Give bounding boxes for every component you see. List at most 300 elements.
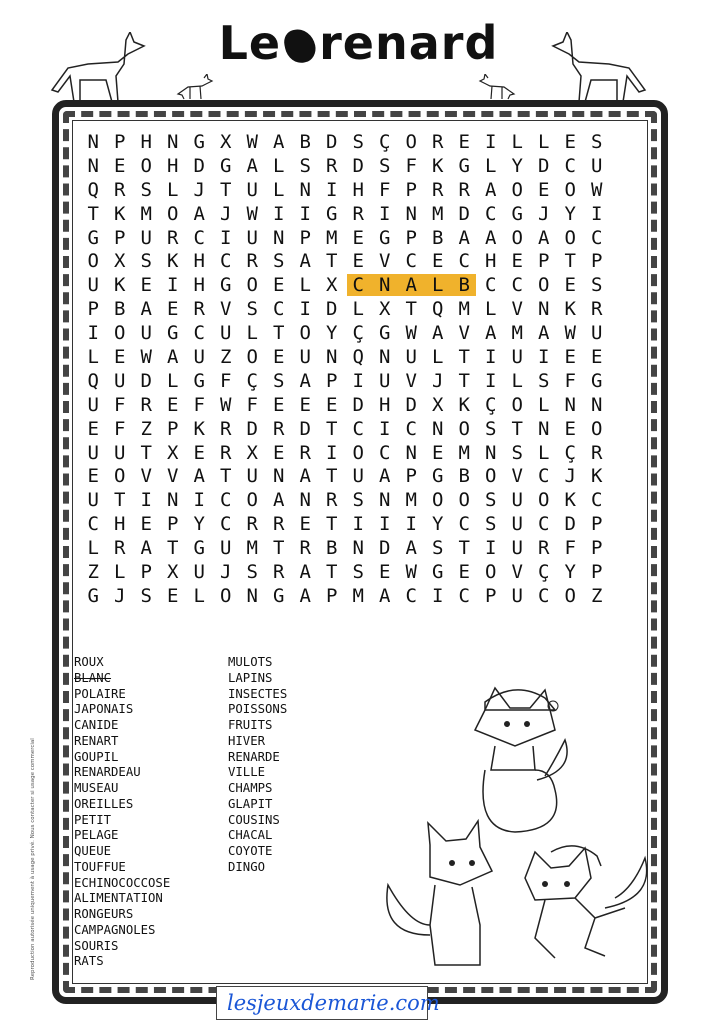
grid-cell[interactable]: N [405,202,417,225]
grid-cell[interactable]: N [87,130,99,153]
grid-cell[interactable]: S [352,489,364,512]
grid-cell[interactable]: U [511,584,523,607]
grid-cell[interactable]: C [485,274,497,297]
grid-cell[interactable]: Q [87,369,99,392]
grid-cell[interactable]: U [246,226,258,249]
grid-cell[interactable]: A [299,250,311,273]
grid-cell[interactable]: K [564,489,576,512]
grid-cell[interactable]: X [167,560,179,583]
grid-cell[interactable]: R [220,417,232,440]
grid-cell[interactable]: O [405,130,417,153]
grid-cell[interactable]: V [511,560,523,583]
grid-cell[interactable]: T [326,560,338,583]
grid-cell[interactable]: L [273,154,285,177]
grid-cell[interactable]: G [326,202,338,225]
grid-cell[interactable]: A [432,322,444,345]
grid-cell[interactable]: O [299,322,311,345]
grid-cell[interactable]: A [538,322,550,345]
grid-cell[interactable]: S [485,417,497,440]
grid-cell[interactable]: W [246,130,258,153]
grid-cell[interactable]: S [591,130,603,153]
grid-cell[interactable]: D [193,154,205,177]
grid-cell[interactable]: I [485,369,497,392]
grid-cell[interactable]: U [220,322,232,345]
grid-cell[interactable]: P [114,226,126,249]
grid-cell[interactable]: M [140,202,152,225]
grid-cell[interactable]: C [538,465,550,488]
grid-cell[interactable]: I [273,202,285,225]
grid-cell[interactable]: K [432,154,444,177]
grid-cell[interactable]: A [405,274,417,297]
grid-cell[interactable]: O [485,560,497,583]
grid-cell[interactable]: L [432,345,444,368]
grid-cell[interactable]: Ç [564,441,576,464]
grid-cell[interactable]: S [140,250,152,273]
grid-cell[interactable]: D [140,369,152,392]
grid-cell[interactable]: J [220,560,232,583]
grid-cell[interactable]: U [299,345,311,368]
grid-cell[interactable]: C [352,274,364,297]
grid-cell[interactable]: P [405,226,417,249]
grid-cell[interactable]: G [432,560,444,583]
grid-cell[interactable]: S [485,489,497,512]
grid-cell[interactable]: E [564,130,576,153]
grid-cell[interactable]: A [273,489,285,512]
grid-cell[interactable]: H [167,154,179,177]
grid-cell[interactable]: P [299,226,311,249]
grid-cell[interactable]: Z [591,584,603,607]
grid-cell[interactable]: R [299,441,311,464]
grid-cell[interactable]: A [299,369,311,392]
grid-cell[interactable]: M [458,298,470,321]
grid-cell[interactable]: I [591,202,603,225]
grid-cell[interactable]: A [273,130,285,153]
grid-cell[interactable]: G [220,274,232,297]
grid-cell[interactable]: S [485,513,497,536]
grid-cell[interactable]: G [379,226,391,249]
grid-cell[interactable]: P [405,465,417,488]
grid-cell[interactable]: Y [564,560,576,583]
grid-cell[interactable]: T [326,465,338,488]
grid-cell[interactable]: J [432,369,444,392]
grid-cell[interactable]: H [193,250,205,273]
grid-cell[interactable]: E [87,417,99,440]
grid-cell[interactable]: T [273,537,285,560]
grid-cell[interactable]: T [326,513,338,536]
grid-cell[interactable]: U [114,369,126,392]
grid-cell[interactable]: M [405,489,417,512]
grid-cell[interactable]: R [591,298,603,321]
grid-cell[interactable]: R [167,226,179,249]
grid-cell[interactable]: I [140,489,152,512]
grid-cell[interactable]: S [591,274,603,297]
grid-cell[interactable]: F [379,178,391,201]
grid-cell[interactable]: V [405,369,417,392]
grid-cell[interactable]: O [458,417,470,440]
grid-cell[interactable]: N [591,393,603,416]
grid-cell[interactable]: T [167,537,179,560]
grid-cell[interactable]: D [379,537,391,560]
grid-cell[interactable]: L [538,393,550,416]
grid-cell[interactable]: D [352,393,364,416]
grid-cell[interactable]: G [193,537,205,560]
grid-cell[interactable]: E [432,250,444,273]
grid-cell[interactable]: I [538,345,550,368]
grid-cell[interactable]: E [591,345,603,368]
grid-cell[interactable]: X [326,274,338,297]
grid-cell[interactable]: T [87,202,99,225]
grid-cell[interactable]: N [485,441,497,464]
grid-cell[interactable]: U [591,322,603,345]
grid-cell[interactable]: V [167,465,179,488]
grid-cell[interactable]: E [114,345,126,368]
grid-cell[interactable]: F [220,369,232,392]
grid-cell[interactable]: L [511,369,523,392]
grid-cell[interactable]: P [405,178,417,201]
grid-cell[interactable]: P [538,250,550,273]
grid-cell[interactable]: C [458,250,470,273]
grid-cell[interactable]: D [405,393,417,416]
grid-cell[interactable]: U [511,537,523,560]
grid-cell[interactable]: O [220,584,232,607]
grid-cell[interactable]: L [538,441,550,464]
grid-cell[interactable]: C [220,489,232,512]
grid-cell[interactable]: R [432,130,444,153]
grid-cell[interactable]: L [167,369,179,392]
grid-cell[interactable]: C [379,441,391,464]
grid-cell[interactable]: P [326,369,338,392]
grid-cell[interactable]: R [193,298,205,321]
grid-cell[interactable]: H [379,393,391,416]
grid-cell[interactable]: A [299,584,311,607]
grid-cell[interactable]: R [352,202,364,225]
grid-cell[interactable]: F [193,393,205,416]
grid-cell[interactable]: O [511,393,523,416]
grid-cell[interactable]: R [114,178,126,201]
grid-cell[interactable]: U [246,178,258,201]
grid-cell[interactable]: B [458,465,470,488]
grid-cell[interactable]: T [326,250,338,273]
grid-cell[interactable]: O [352,441,364,464]
grid-cell[interactable]: N [379,274,391,297]
grid-cell[interactable]: E [432,441,444,464]
grid-cell[interactable]: N [167,130,179,153]
grid-cell[interactable]: N [299,178,311,201]
grid-cell[interactable]: W [591,178,603,201]
grid-cell[interactable]: U [193,560,205,583]
grid-cell[interactable]: B [114,298,126,321]
grid-cell[interactable]: A [193,202,205,225]
grid-cell[interactable]: G [193,369,205,392]
grid-cell[interactable]: R [140,393,152,416]
grid-cell[interactable]: E [326,393,338,416]
grid-cell[interactable]: V [379,250,391,273]
grid-cell[interactable]: M [511,322,523,345]
grid-cell[interactable]: Ç [379,130,391,153]
grid-cell[interactable]: T [458,537,470,560]
grid-cell[interactable]: O [538,489,550,512]
grid-cell[interactable]: M [432,202,444,225]
grid-cell[interactable]: O [432,489,444,512]
grid-cell[interactable]: F [114,393,126,416]
grid-cell[interactable]: I [405,513,417,536]
grid-cell[interactable]: O [87,250,99,273]
grid-cell[interactable]: K [114,202,126,225]
grid-cell[interactable]: C [458,513,470,536]
grid-cell[interactable]: C [220,250,232,273]
grid-cell[interactable]: O [564,178,576,201]
grid-cell[interactable]: U [114,441,126,464]
grid-cell[interactable]: E [114,154,126,177]
site-logo[interactable] [216,986,440,1020]
grid-cell[interactable]: Y [511,154,523,177]
grid-cell[interactable]: N [246,584,258,607]
grid-cell[interactable]: M [326,226,338,249]
grid-cell[interactable]: E [511,250,523,273]
grid-cell[interactable]: R [326,154,338,177]
grid-cell[interactable]: E [458,130,470,153]
grid-cell[interactable]: E [299,393,311,416]
grid-cell[interactable]: Q [352,345,364,368]
grid-cell[interactable]: C [538,584,550,607]
grid-cell[interactable]: C [458,584,470,607]
grid-cell[interactable]: L [273,178,285,201]
grid-cell[interactable]: X [379,298,391,321]
grid-cell[interactable]: S [379,154,391,177]
grid-cell[interactable]: I [379,513,391,536]
grid-cell[interactable]: W [405,322,417,345]
grid-cell[interactable]: J [114,584,126,607]
grid-cell[interactable]: T [564,250,576,273]
grid-cell[interactable]: G [458,154,470,177]
grid-cell[interactable]: I [87,322,99,345]
grid-cell[interactable]: V [140,465,152,488]
grid-cell[interactable]: U [87,441,99,464]
grid-cell[interactable]: G [193,130,205,153]
grid-cell[interactable]: L [193,584,205,607]
grid-cell[interactable]: Y [564,202,576,225]
grid-cell[interactable]: O [246,345,258,368]
grid-cell[interactable]: G [379,322,391,345]
grid-cell[interactable]: N [326,345,338,368]
grid-cell[interactable]: R [432,178,444,201]
grid-cell[interactable]: F [114,417,126,440]
grid-cell[interactable]: L [87,537,99,560]
grid-cell[interactable]: N [273,465,285,488]
grid-cell[interactable]: X [167,441,179,464]
grid-cell[interactable]: U [140,226,152,249]
grid-cell[interactable]: D [326,298,338,321]
grid-cell[interactable]: F [246,393,258,416]
grid-cell[interactable]: E [140,513,152,536]
grid-cell[interactable]: A [405,537,417,560]
grid-cell[interactable]: N [87,154,99,177]
grid-cell[interactable]: I [352,369,364,392]
grid-cell[interactable]: J [193,178,205,201]
grid-cell[interactable]: M [458,441,470,464]
grid-cell[interactable]: G [167,322,179,345]
grid-cell[interactable]: C [591,226,603,249]
grid-cell[interactable]: V [458,322,470,345]
grid-cell[interactable]: Z [220,345,232,368]
grid-cell[interactable]: C [485,202,497,225]
grid-cell[interactable]: N [538,417,550,440]
grid-cell[interactable]: P [140,560,152,583]
grid-cell[interactable]: L [352,298,364,321]
grid-cell[interactable]: O [246,489,258,512]
grid-cell[interactable]: Q [432,298,444,321]
grid-cell[interactable]: W [405,560,417,583]
grid-cell[interactable]: Z [87,560,99,583]
grid-cell[interactable]: U [193,345,205,368]
grid-cell[interactable]: V [511,298,523,321]
grid-cell[interactable]: O [511,178,523,201]
grid-cell[interactable]: H [193,274,205,297]
grid-cell[interactable]: G [273,584,285,607]
grid-cell[interactable]: S [352,560,364,583]
grid-cell[interactable]: E [299,513,311,536]
grid-cell[interactable]: R [246,250,258,273]
grid-cell[interactable]: T [511,417,523,440]
grid-cell[interactable]: S [432,537,444,560]
grid-cell[interactable]: B [326,537,338,560]
grid-cell[interactable]: E [167,298,179,321]
grid-cell[interactable]: C [538,513,550,536]
grid-cell[interactable]: U [379,369,391,392]
grid-cell[interactable]: U [246,465,258,488]
grid-cell[interactable]: O [485,465,497,488]
grid-cell[interactable]: M [246,537,258,560]
grid-cell[interactable]: K [564,298,576,321]
grid-cell[interactable]: N [299,489,311,512]
grid-cell[interactable]: A [299,465,311,488]
grid-cell[interactable]: X [220,130,232,153]
grid-cell[interactable]: Ç [485,393,497,416]
grid-cell[interactable]: G [87,226,99,249]
grid-cell[interactable]: M [352,584,364,607]
grid-cell[interactable]: K [193,417,205,440]
grid-cell[interactable]: P [326,584,338,607]
grid-cell[interactable]: U [511,513,523,536]
grid-cell[interactable]: R [220,441,232,464]
grid-cell[interactable]: R [591,441,603,464]
grid-cell[interactable]: O [114,465,126,488]
grid-cell[interactable]: H [352,178,364,201]
grid-cell[interactable]: N [352,537,364,560]
grid-cell[interactable]: C [564,154,576,177]
grid-cell[interactable]: I [299,202,311,225]
grid-cell[interactable]: B [458,274,470,297]
grid-cell[interactable]: U [140,322,152,345]
grid-cell[interactable]: J [564,465,576,488]
grid-cell[interactable]: P [114,130,126,153]
grid-cell[interactable]: E [167,584,179,607]
grid-cell[interactable]: R [299,537,311,560]
grid-cell[interactable]: I [432,584,444,607]
grid-cell[interactable]: I [485,537,497,560]
grid-cell[interactable]: E [140,274,152,297]
grid-cell[interactable]: I [379,202,391,225]
grid-cell[interactable]: L [87,345,99,368]
grid-cell[interactable]: R [114,537,126,560]
grid-cell[interactable]: Z [140,417,152,440]
grid-cell[interactable]: U [511,489,523,512]
grid-cell[interactable]: T [114,489,126,512]
grid-cell[interactable]: C [193,322,205,345]
grid-cell[interactable]: Y [193,513,205,536]
grid-cell[interactable]: I [299,298,311,321]
grid-cell[interactable]: U [352,465,364,488]
grid-cell[interactable]: E [273,441,285,464]
grid-cell[interactable]: I [193,489,205,512]
grid-cell[interactable]: U [405,345,417,368]
grid-cell[interactable]: O [591,417,603,440]
grid-cell[interactable]: G [87,584,99,607]
grid-cell[interactable]: D [352,154,364,177]
grid-cell[interactable]: H [485,250,497,273]
grid-cell[interactable]: N [273,226,285,249]
grid-cell[interactable]: L [432,274,444,297]
grid-cell[interactable]: A [299,560,311,583]
grid-cell[interactable]: A [538,226,550,249]
grid-cell[interactable]: G [511,202,523,225]
grid-cell[interactable]: T [405,298,417,321]
grid-cell[interactable]: Y [432,513,444,536]
grid-cell[interactable]: C [273,298,285,321]
grid-cell[interactable]: N [538,298,550,321]
grid-cell[interactable]: A [246,154,258,177]
grid-cell[interactable]: I [379,417,391,440]
grid-cell[interactable]: O [538,274,550,297]
grid-cell[interactable]: K [114,274,126,297]
grid-cell[interactable]: S [246,560,258,583]
grid-cell[interactable]: Ç [246,369,258,392]
grid-cell[interactable]: L [114,560,126,583]
grid-cell[interactable]: Ç [538,560,550,583]
grid-cell[interactable]: L [167,178,179,201]
grid-cell[interactable]: C [352,417,364,440]
grid-cell[interactable]: P [167,417,179,440]
grid-cell[interactable]: T [140,441,152,464]
grid-cell[interactable]: S [511,441,523,464]
grid-cell[interactable]: D [326,130,338,153]
grid-cell[interactable]: A [485,322,497,345]
grid-cell[interactable]: K [591,465,603,488]
grid-cell[interactable]: L [299,274,311,297]
grid-cell[interactable]: R [538,537,550,560]
grid-cell[interactable]: R [273,417,285,440]
grid-cell[interactable]: S [273,250,285,273]
grid-cell[interactable]: V [220,298,232,321]
grid-cell[interactable]: F [405,154,417,177]
grid-cell[interactable]: E [379,560,391,583]
grid-cell[interactable]: J [538,202,550,225]
grid-cell[interactable]: D [246,417,258,440]
grid-cell[interactable]: C [511,274,523,297]
grid-cell[interactable]: S [352,130,364,153]
grid-cell[interactable]: P [87,298,99,321]
grid-cell[interactable]: S [538,369,550,392]
grid-cell[interactable]: R [246,513,258,536]
grid-cell[interactable]: S [140,584,152,607]
grid-cell[interactable]: I [485,345,497,368]
grid-cell[interactable]: L [511,130,523,153]
grid-cell[interactable]: H [114,513,126,536]
grid-cell[interactable]: I [352,513,364,536]
grid-cell[interactable]: U [87,274,99,297]
grid-cell[interactable]: C [591,489,603,512]
grid-cell[interactable]: N [379,489,391,512]
